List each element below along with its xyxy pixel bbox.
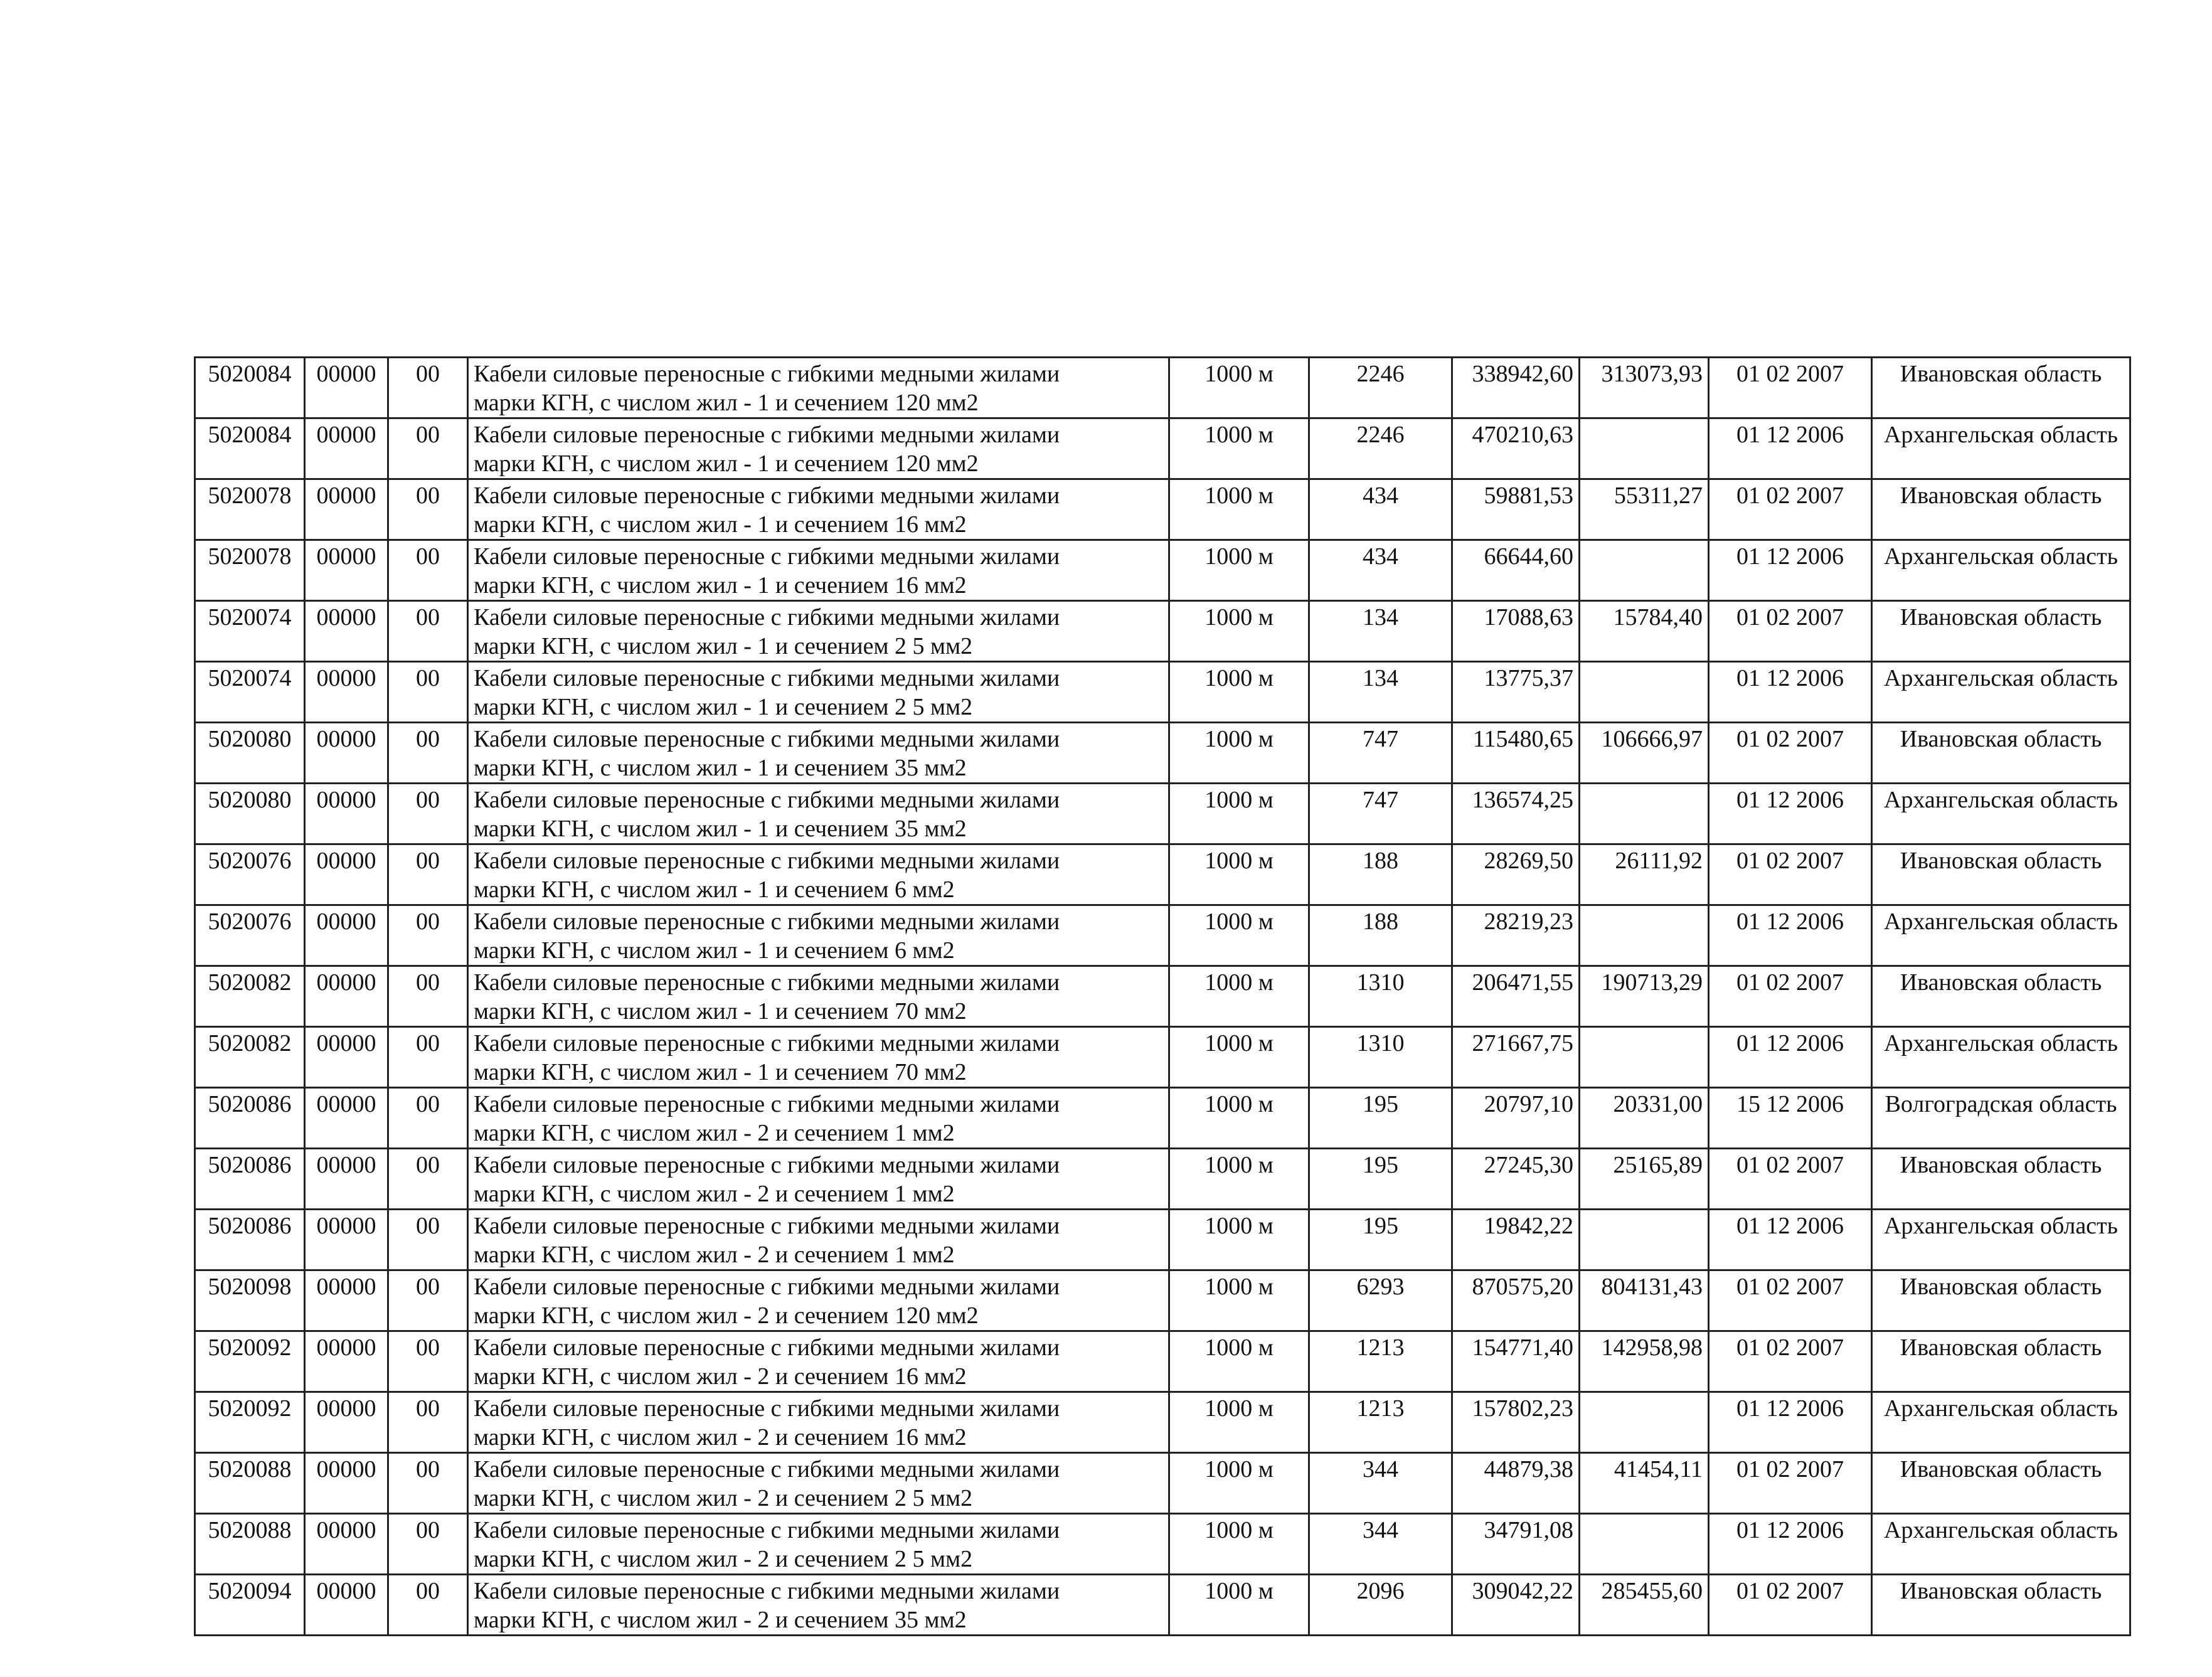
table-row <box>195 662 2130 723</box>
cell-price: 13775,37 <box>1452 662 1580 723</box>
cell-quantity: 188 <box>1309 905 1452 966</box>
cell-region: Ивановская область <box>1872 601 2130 662</box>
cell-subcode: 00000 <box>305 1392 388 1453</box>
cell-date: 01 12 2006 <box>1709 418 1872 479</box>
table-row <box>195 1088 2130 1149</box>
cell-code: 5020098 <box>195 1270 305 1331</box>
cell-price: 66644,60 <box>1452 540 1580 601</box>
cell-region: Ивановская область <box>1872 844 2130 905</box>
cell-quantity: 6293 <box>1309 1270 1452 1331</box>
description-line-1: Кабели силовые переносные с гибкими медными жилами <box>474 1456 1060 1483</box>
description-line-2: марки КГН, с числом жил - 2 и сечением 2 5 мм2 <box>474 1546 973 1572</box>
cell-date: 01 02 2007 <box>1709 479 1872 540</box>
cell-price-alt: 142958,98 <box>1580 1331 1709 1392</box>
cell-subcode: 00000 <box>305 1270 388 1331</box>
cell-price-alt: 26111,92 <box>1580 844 1709 905</box>
cell-unit: 1000 м <box>1169 1270 1309 1331</box>
description-line-1: Кабели силовые переносные с гибкими медными жилами <box>474 1274 1060 1300</box>
cell-unit: 1000 м <box>1169 844 1309 905</box>
cell-subcode: 00000 <box>305 601 388 662</box>
cell-code: 5020074 <box>195 601 305 662</box>
cell-code: 5020078 <box>195 479 305 540</box>
cell-region: Ивановская область <box>1872 358 2130 418</box>
cell-code: 5020082 <box>195 966 305 1027</box>
cell-price: 271667,75 <box>1452 1027 1580 1088</box>
cell-price-alt: 285455,60 <box>1580 1575 1709 1636</box>
table-row <box>195 1027 2130 1088</box>
cell-description <box>468 1088 1169 1149</box>
cell-unit: 1000 м <box>1169 479 1309 540</box>
cell-date: 01 12 2006 <box>1709 1392 1872 1453</box>
description-line-1: Кабели силовые переносные с гибкими медными жилами <box>474 726 1060 752</box>
cell-date: 01 02 2007 <box>1709 1331 1872 1392</box>
cell-subcode: 00000 <box>305 1453 388 1514</box>
cell-description <box>468 540 1169 601</box>
cell-date: 01 02 2007 <box>1709 1270 1872 1331</box>
price-table <box>194 356 2131 1636</box>
cell-price: 338942,60 <box>1452 358 1580 418</box>
cell-subcode: 00000 <box>305 1210 388 1270</box>
description-line-2: марки КГН, с числом жил - 2 и сечением 35 мм2 <box>474 1607 967 1633</box>
cell-region: Архангельская область <box>1872 1210 2130 1270</box>
cell-date: 01 12 2006 <box>1709 784 1872 844</box>
cell-price: 309042,22 <box>1452 1575 1580 1636</box>
cell-code: 5020074 <box>195 662 305 723</box>
cell-code: 5020088 <box>195 1514 305 1575</box>
cell-kind: 00 <box>388 358 468 418</box>
description-line-1: Кабели силовые переносные с гибкими медными жилами <box>474 665 1060 691</box>
cell-description <box>468 358 1169 418</box>
cell-kind: 00 <box>388 1270 468 1331</box>
description-line-2: марки КГН, с числом жил - 2 и сечением 16 мм2 <box>474 1363 967 1390</box>
description-line-2: марки КГН, с числом жил - 1 и сечением 2 5 мм2 <box>474 694 973 720</box>
cell-code: 5020082 <box>195 1027 305 1088</box>
cell-quantity: 134 <box>1309 601 1452 662</box>
cell-quantity: 195 <box>1309 1149 1452 1210</box>
cell-price-alt <box>1580 1392 1709 1453</box>
table-row <box>195 1210 2130 1270</box>
cell-description <box>468 601 1169 662</box>
cell-description <box>468 662 1169 723</box>
description-line-2: марки КГН, с числом жил - 1 и сечением 6 мм2 <box>474 937 955 964</box>
cell-date: 01 02 2007 <box>1709 1575 1872 1636</box>
description-line-1: Кабели силовые переносные с гибкими медными жилами <box>474 1091 1060 1117</box>
description-line-1: Кабели силовые переносные с гибкими медными жилами <box>474 1152 1060 1178</box>
description-line-2: марки КГН, с числом жил - 2 и сечением 1 мм2 <box>474 1181 955 1207</box>
cell-description <box>468 1514 1169 1575</box>
description-line-2: марки КГН, с числом жил - 1 и сечением 2 5 мм2 <box>474 633 973 659</box>
description-line-1: Кабели силовые переносные с гибкими медными жилами <box>474 1395 1060 1422</box>
cell-date: 01 12 2006 <box>1709 1514 1872 1575</box>
cell-subcode: 00000 <box>305 479 388 540</box>
cell-description <box>468 1210 1169 1270</box>
table-row <box>195 1270 2130 1331</box>
cell-date: 01 12 2006 <box>1709 662 1872 723</box>
table-body <box>195 358 2130 1636</box>
cell-price-alt <box>1580 540 1709 601</box>
table-row <box>195 418 2130 479</box>
cell-date: 01 12 2006 <box>1709 540 1872 601</box>
description-line-1: Кабели силовые переносные с гибкими медными жилами <box>474 1030 1060 1057</box>
cell-code: 5020092 <box>195 1331 305 1392</box>
table-row <box>195 1514 2130 1575</box>
cell-unit: 1000 м <box>1169 905 1309 966</box>
description-line-1: Кабели силовые переносные с гибкими медными жилами <box>474 1578 1060 1604</box>
cell-region: Волгоградская область <box>1872 1088 2130 1149</box>
cell-subcode: 00000 <box>305 784 388 844</box>
description-line-2: марки КГН, с числом жил - 1 и сечением 35 мм2 <box>474 755 967 781</box>
cell-date: 01 02 2007 <box>1709 1453 1872 1514</box>
cell-subcode: 00000 <box>305 418 388 479</box>
cell-unit: 1000 м <box>1169 1453 1309 1514</box>
cell-region: Архангельская область <box>1872 1514 2130 1575</box>
cell-date: 01 02 2007 <box>1709 358 1872 418</box>
cell-date: 01 02 2007 <box>1709 1149 1872 1210</box>
table-row <box>195 1453 2130 1514</box>
cell-price: 470210,63 <box>1452 418 1580 479</box>
table-row <box>195 479 2130 540</box>
description-line-2: марки КГН, с числом жил - 2 и сечением 1 мм2 <box>474 1120 955 1146</box>
cell-unit: 1000 м <box>1169 1210 1309 1270</box>
cell-description <box>468 1453 1169 1514</box>
cell-price: 19842,22 <box>1452 1210 1580 1270</box>
cell-kind: 00 <box>388 1575 468 1636</box>
cell-subcode: 00000 <box>305 1149 388 1210</box>
cell-kind: 00 <box>388 479 468 540</box>
cell-price: 28269,50 <box>1452 844 1580 905</box>
cell-region: Ивановская область <box>1872 1453 2130 1514</box>
cell-quantity: 1213 <box>1309 1331 1452 1392</box>
cell-kind: 00 <box>388 784 468 844</box>
cell-price-alt <box>1580 1210 1709 1270</box>
cell-kind: 00 <box>388 723 468 784</box>
cell-region: Ивановская область <box>1872 723 2130 784</box>
cell-subcode: 00000 <box>305 1331 388 1392</box>
cell-unit: 1000 м <box>1169 1575 1309 1636</box>
cell-code: 5020080 <box>195 784 305 844</box>
description-line-1: Кабели силовые переносные с гибкими медными жилами <box>474 482 1060 509</box>
cell-price-alt <box>1580 905 1709 966</box>
cell-price-alt: 804131,43 <box>1580 1270 1709 1331</box>
description-line-1: Кабели силовые переносные с гибкими медными жилами <box>474 361 1060 387</box>
cell-description <box>468 905 1169 966</box>
cell-code: 5020080 <box>195 723 305 784</box>
cell-price: 870575,20 <box>1452 1270 1580 1331</box>
table-row <box>195 1149 2130 1210</box>
cell-description <box>468 1575 1169 1636</box>
cell-region: Ивановская область <box>1872 479 2130 540</box>
cell-price-alt: 106666,97 <box>1580 723 1709 784</box>
description-line-1: Кабели силовые переносные с гибкими медными жилами <box>474 543 1060 570</box>
cell-price-alt <box>1580 1514 1709 1575</box>
cell-subcode: 00000 <box>305 1027 388 1088</box>
cell-quantity: 134 <box>1309 662 1452 723</box>
description-line-2: марки КГН, с числом жил - 1 и сечением 6 мм2 <box>474 876 955 903</box>
cell-price: 17088,63 <box>1452 601 1580 662</box>
description-line-1: Кабели силовые переносные с гибкими медными жилами <box>474 908 1060 935</box>
cell-kind: 00 <box>388 966 468 1027</box>
cell-quantity: 195 <box>1309 1088 1452 1149</box>
cell-quantity: 434 <box>1309 540 1452 601</box>
cell-subcode: 00000 <box>305 1514 388 1575</box>
cell-price: 44879,38 <box>1452 1453 1580 1514</box>
description-line-2: марки КГН, с числом жил - 1 и сечением 16 мм2 <box>474 511 967 538</box>
cell-price: 136574,25 <box>1452 784 1580 844</box>
cell-subcode: 00000 <box>305 662 388 723</box>
cell-kind: 00 <box>388 844 468 905</box>
cell-subcode: 00000 <box>305 1088 388 1149</box>
cell-unit: 1000 м <box>1169 540 1309 601</box>
cell-unit: 1000 м <box>1169 723 1309 784</box>
description-line-1: Кабели силовые переносные с гибкими медными жилами <box>474 604 1060 631</box>
cell-price-alt: 313073,93 <box>1580 358 1709 418</box>
description-line-1: Кабели силовые переносные с гибкими медными жилами <box>474 1334 1060 1361</box>
cell-unit: 1000 м <box>1169 1331 1309 1392</box>
cell-price-alt <box>1580 662 1709 723</box>
description-line-2: марки КГН, с числом жил - 2 и сечением 16 мм2 <box>474 1424 967 1451</box>
table-row <box>195 1392 2130 1453</box>
cell-code: 5020084 <box>195 418 305 479</box>
cell-price-alt: 15784,40 <box>1580 601 1709 662</box>
cell-description <box>468 1149 1169 1210</box>
cell-date: 01 02 2007 <box>1709 966 1872 1027</box>
cell-subcode: 00000 <box>305 905 388 966</box>
cell-description <box>468 784 1169 844</box>
cell-date: 01 02 2007 <box>1709 601 1872 662</box>
description-line-2: марки КГН, с числом жил - 1 и сечением 120 мм2 <box>474 450 979 477</box>
cell-description <box>468 723 1169 784</box>
cell-code: 5020084 <box>195 358 305 418</box>
cell-subcode: 00000 <box>305 1575 388 1636</box>
cell-subcode: 00000 <box>305 844 388 905</box>
description-line-2: марки КГН, с числом жил - 1 и сечением 70 мм2 <box>474 1059 967 1085</box>
description-line-1: Кабели силовые переносные с гибкими медными жилами <box>474 848 1060 874</box>
cell-kind: 00 <box>388 905 468 966</box>
cell-code: 5020086 <box>195 1088 305 1149</box>
cell-kind: 00 <box>388 601 468 662</box>
cell-price: 59881,53 <box>1452 479 1580 540</box>
cell-code: 5020092 <box>195 1392 305 1453</box>
cell-region: Архангельская область <box>1872 1392 2130 1453</box>
cell-region: Архангельская область <box>1872 1027 2130 1088</box>
cell-price-alt <box>1580 418 1709 479</box>
description-line-2: марки КГН, с числом жил - 2 и сечением 1 мм2 <box>474 1242 955 1268</box>
cell-kind: 00 <box>388 1331 468 1392</box>
description-line-1: Кабели силовые переносные с гибкими медными жилами <box>474 422 1060 448</box>
description-line-2: марки КГН, с числом жил - 1 и сечением 16 мм2 <box>474 572 967 599</box>
cell-price: 206471,55 <box>1452 966 1580 1027</box>
table-row <box>195 601 2130 662</box>
cell-kind: 00 <box>388 418 468 479</box>
cell-description <box>468 479 1169 540</box>
cell-region: Ивановская область <box>1872 966 2130 1027</box>
description-line-2: марки КГН, с числом жил - 2 и сечением 120 мм2 <box>474 1302 979 1329</box>
cell-code: 5020086 <box>195 1149 305 1210</box>
cell-region: Ивановская область <box>1872 1331 2130 1392</box>
cell-region: Ивановская область <box>1872 1270 2130 1331</box>
cell-unit: 1000 м <box>1169 1514 1309 1575</box>
description-line-1: Кабели силовые переносные с гибкими медными жилами <box>474 787 1060 813</box>
cell-kind: 00 <box>388 1514 468 1575</box>
cell-kind: 00 <box>388 1027 468 1088</box>
cell-price-alt: 20331,00 <box>1580 1088 1709 1149</box>
cell-region: Архангельская область <box>1872 418 2130 479</box>
cell-quantity: 195 <box>1309 1210 1452 1270</box>
table-row <box>195 905 2130 966</box>
cell-subcode: 00000 <box>305 358 388 418</box>
cell-quantity: 2246 <box>1309 418 1452 479</box>
cell-kind: 00 <box>388 1392 468 1453</box>
cell-subcode: 00000 <box>305 966 388 1027</box>
cell-description <box>468 844 1169 905</box>
cell-price-alt: 41454,11 <box>1580 1453 1709 1514</box>
cell-date: 01 12 2006 <box>1709 905 1872 966</box>
cell-price-alt: 55311,27 <box>1580 479 1709 540</box>
cell-price-alt: 190713,29 <box>1580 966 1709 1027</box>
cell-unit: 1000 м <box>1169 1149 1309 1210</box>
table-row <box>195 540 2130 601</box>
description-line-2: марки КГН, с числом жил - 2 и сечением 2 5 мм2 <box>474 1485 973 1511</box>
description-line-2: марки КГН, с числом жил - 1 и сечением 35 мм2 <box>474 816 967 842</box>
cell-quantity: 1310 <box>1309 966 1452 1027</box>
cell-quantity: 188 <box>1309 844 1452 905</box>
cell-description <box>468 418 1169 479</box>
cell-kind: 00 <box>388 1210 468 1270</box>
cell-price-alt <box>1580 1027 1709 1088</box>
cell-region: Архангельская область <box>1872 905 2130 966</box>
cell-price: 34791,08 <box>1452 1514 1580 1575</box>
cell-quantity: 747 <box>1309 784 1452 844</box>
table-row <box>195 1575 2130 1636</box>
description-line-2: марки КГН, с числом жил - 1 и сечением 70 мм2 <box>474 998 967 1025</box>
description-line-1: Кабели силовые переносные с гибкими медными жилами <box>474 1517 1060 1543</box>
cell-date: 01 12 2006 <box>1709 1027 1872 1088</box>
description-line-2: марки КГН, с числом жил - 1 и сечением 120 мм2 <box>474 390 979 416</box>
cell-region: Архангельская область <box>1872 662 2130 723</box>
cell-unit: 1000 м <box>1169 662 1309 723</box>
table-row <box>195 784 2130 844</box>
cell-code: 5020076 <box>195 844 305 905</box>
cell-code: 5020086 <box>195 1210 305 1270</box>
cell-code: 5020088 <box>195 1453 305 1514</box>
cell-price-alt <box>1580 784 1709 844</box>
cell-unit: 1000 м <box>1169 1088 1309 1149</box>
cell-quantity: 1310 <box>1309 1027 1452 1088</box>
cell-region: Ивановская область <box>1872 1575 2130 1636</box>
cell-code: 5020076 <box>195 905 305 966</box>
cell-date: 01 12 2006 <box>1709 1210 1872 1270</box>
cell-quantity: 344 <box>1309 1514 1452 1575</box>
table-row <box>195 966 2130 1027</box>
table-row <box>195 1331 2130 1392</box>
cell-price: 157802,23 <box>1452 1392 1580 1453</box>
cell-subcode: 00000 <box>305 540 388 601</box>
cell-description <box>468 1270 1169 1331</box>
cell-price: 115480,65 <box>1452 723 1580 784</box>
cell-unit: 1000 м <box>1169 1392 1309 1453</box>
cell-description <box>468 1392 1169 1453</box>
cell-date: 01 02 2007 <box>1709 844 1872 905</box>
table-row <box>195 723 2130 784</box>
cell-quantity: 434 <box>1309 479 1452 540</box>
cell-code: 5020078 <box>195 540 305 601</box>
cell-quantity: 2096 <box>1309 1575 1452 1636</box>
cell-description <box>468 1027 1169 1088</box>
cell-unit: 1000 м <box>1169 966 1309 1027</box>
cell-subcode: 00000 <box>305 723 388 784</box>
cell-code: 5020094 <box>195 1575 305 1636</box>
cell-price-alt: 25165,89 <box>1580 1149 1709 1210</box>
cell-region: Архангельская область <box>1872 784 2130 844</box>
description-line-1: Кабели силовые переносные с гибкими медными жилами <box>474 1213 1060 1239</box>
cell-kind: 00 <box>388 662 468 723</box>
description-line-1: Кабели силовые переносные с гибкими медными жилами <box>474 969 1060 996</box>
cell-price: 27245,30 <box>1452 1149 1580 1210</box>
cell-price: 154771,40 <box>1452 1331 1580 1392</box>
cell-price: 28219,23 <box>1452 905 1580 966</box>
cell-description <box>468 966 1169 1027</box>
cell-quantity: 1213 <box>1309 1392 1452 1453</box>
cell-kind: 00 <box>388 1453 468 1514</box>
cell-date: 01 02 2007 <box>1709 723 1872 784</box>
cell-description <box>468 1331 1169 1392</box>
cell-unit: 1000 м <box>1169 601 1309 662</box>
cell-region: Ивановская область <box>1872 1149 2130 1210</box>
cell-unit: 1000 м <box>1169 1027 1309 1088</box>
cell-quantity: 344 <box>1309 1453 1452 1514</box>
cell-quantity: 747 <box>1309 723 1452 784</box>
cell-quantity: 2246 <box>1309 358 1452 418</box>
cell-kind: 00 <box>388 1149 468 1210</box>
cell-kind: 00 <box>388 540 468 601</box>
cell-unit: 1000 м <box>1169 358 1309 418</box>
cell-region: Архангельская область <box>1872 540 2130 601</box>
cell-date: 15 12 2006 <box>1709 1088 1872 1149</box>
table-row <box>195 844 2130 905</box>
table-row <box>195 358 2130 418</box>
cell-price: 20797,10 <box>1452 1088 1580 1149</box>
cell-unit: 1000 м <box>1169 418 1309 479</box>
cell-unit: 1000 м <box>1169 784 1309 844</box>
cell-kind: 00 <box>388 1088 468 1149</box>
